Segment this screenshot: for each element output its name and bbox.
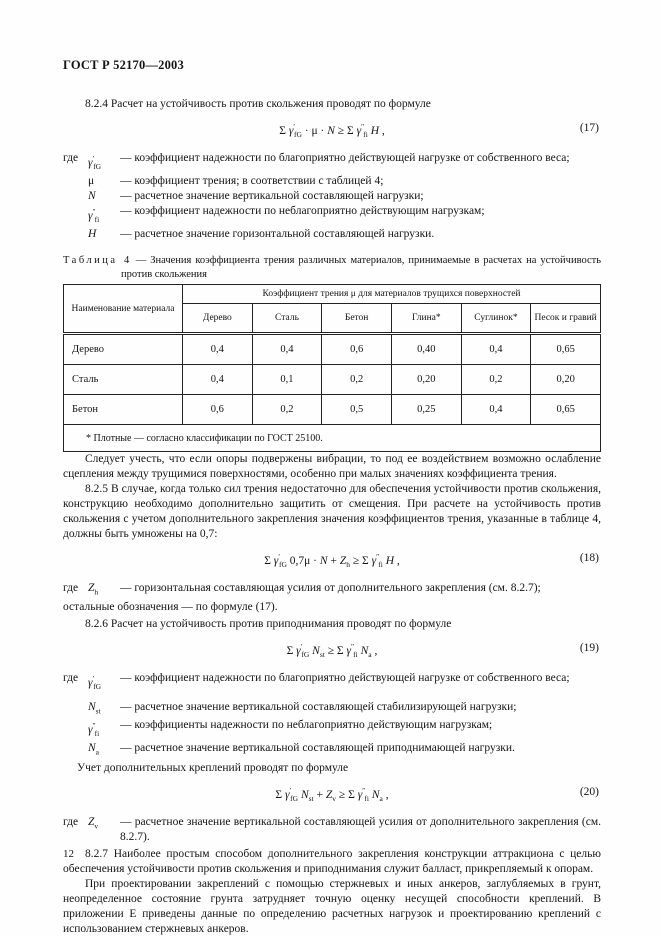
paragraph-8-2-4: 8.2.4 Расчет на устойчивость против скольжения проводят по формуле [85, 98, 431, 110]
definition-lead: где [63, 152, 79, 164]
definition-lead: где [63, 582, 79, 595]
document-header: ГОСТ Р 52170—2003 [63, 58, 184, 72]
definition-lead [63, 700, 88, 718]
formula-19-number: (19) [579, 641, 599, 654]
definition-description: — горизонтальная составляющая усилия от дополнительного закрепления (см. 8.2.7); [120, 582, 541, 595]
friction-value-cell: 0,6 [322, 334, 392, 365]
formula-17 [63, 122, 601, 142]
formula-17-number: (17) [579, 122, 599, 134]
definition-item: остальные обозначения — по формуле (17). [63, 600, 278, 613]
definition-lead: где [63, 816, 79, 829]
definition-symbol: μ [88, 175, 95, 188]
material-name-cell: Дерево [64, 334, 183, 365]
definition-item [63, 204, 601, 227]
paragraph-anchors: При проектировании закреплений с помощью стержневых и иных анкеров, заглубляемых в грунт, неопределенное состояние грунта затрудняет точную оценку несущей способности креплений. В приложении Е приведены данные по определению расчетных нагрузок и проектированию креплений с использованием стержневых анкеров. [63, 878, 601, 936]
formula-20-expression: Σ $\gamma'_{fG}$ $N_{st} + Z_v \ge \Sigma$ $\gamma''_{fi}$ $N_a$ , [275, 786, 389, 804]
page-content [63, 58, 601, 936]
page-number: 12 [63, 848, 74, 860]
column-header-friction-span: Коэффициент трения μ для материалов трущихся поверхностей [183, 285, 601, 304]
formula-19 [63, 642, 601, 662]
table-caption-label: Таблица 4 [63, 255, 132, 267]
formula-20-number: (20) [579, 786, 599, 799]
definition-item [63, 151, 601, 174]
friction-value-cell: 0,2 [252, 395, 322, 425]
definition-symbol: $N_{st}$ [88, 700, 101, 715]
definition-symbol: N [88, 190, 96, 203]
formula-20 [63, 786, 601, 806]
friction-value-cell: 0,4 [183, 334, 253, 365]
definition-description: — расчетное значение вертикальной составляющей стабилизирующей нагрузки; [120, 700, 517, 713]
table-caption [63, 254, 601, 281]
table-footnote: * Плотные — согласно классификации по ГОСТ 25100. [64, 425, 601, 452]
definition-symbol: $\gamma''_{fi}$ [88, 720, 100, 739]
definition-lead: где [63, 671, 79, 684]
formula-18 [63, 552, 601, 572]
material-name-cell: Сталь [64, 365, 183, 395]
table-row [64, 365, 601, 395]
formula-17-expression: Σ $\gamma'_{fG} \cdot \mu \cdot N \ge \Sigma$ $\gamma''_{fi}$ H , [279, 122, 385, 140]
friction-value-cell: 0,20 [391, 365, 461, 395]
friction-value-cell: 0,4 [461, 334, 531, 365]
definition-lead [63, 718, 88, 741]
definitions-list-20 [63, 815, 601, 845]
definitions-list-18 [63, 581, 601, 614]
column-subheader: Суглинок* [461, 304, 531, 334]
definition-description: — коэффициент трения; в соответствии с таблицей 4; [120, 175, 384, 188]
definition-item [63, 815, 601, 845]
paragraph-8-2-6: 8.2.6 Расчет на устойчивость против приподнимания проводят по формуле [85, 617, 452, 630]
column-header-material: Наименование материала [64, 285, 183, 334]
definition-lead [63, 741, 88, 759]
friction-value-cell: 0,4 [183, 365, 253, 395]
friction-value-cell: 0,2 [461, 365, 531, 395]
definition-item [63, 227, 601, 242]
column-subheader: Бетон [322, 304, 392, 334]
definition-item [63, 581, 601, 599]
definition-item [63, 741, 601, 759]
column-subheader: Песок и гравий [531, 304, 601, 334]
definition-description: — коэффициент надежности по неблагоприятно действующим нагрузкам; [120, 205, 485, 218]
definition-item [63, 671, 601, 694]
table-body [64, 334, 601, 425]
definition-description: — коэффициент надежности по благоприятно действующей нагрузке от собственного веса; [120, 152, 570, 164]
friction-value-cell: 0,4 [252, 334, 322, 365]
definition-lead [63, 174, 88, 189]
paragraph-additional-fastenings: Учет дополнительных креплений проводят по формуле [77, 762, 349, 775]
friction-value-cell: 0,5 [322, 395, 392, 425]
friction-value-cell: 0,40 [391, 334, 461, 365]
definition-lead [63, 227, 88, 242]
definition-description: — коэффициент надежности по благоприятно действующей нагрузке от собственного веса; [120, 671, 570, 684]
friction-value-cell: 0,65 [531, 334, 601, 365]
table-header-row [64, 285, 601, 304]
definition-item [63, 718, 601, 741]
column-subheader: Глина* [391, 304, 461, 334]
definition-lead [63, 204, 88, 227]
table-caption-text: — Значения коэффициента трения различных материалов, принимаемые в расчетах на устойчивость против скольжения [121, 255, 602, 280]
definition-description: — расчетное значение вертикальной составляющей нагрузки; [120, 190, 424, 203]
friction-coefficients-table [63, 284, 601, 452]
column-subheader: Сталь [252, 304, 322, 334]
definition-symbol: $Z_v$ [88, 816, 99, 831]
definition-description: — расчетное значение вертикальной составляющей усилия от дополнительного закрепления (см. 8.2.7). [120, 816, 601, 844]
friction-value-cell: 0,25 [391, 395, 461, 425]
definition-description: — расчетное значение горизонтальной составляющей нагрузки. [120, 228, 435, 241]
formula-18-expression: Σ $\gamma'_{fG}$ $0,7\mu \cdot N + Z_h \ge \Sigma$ $\gamma''_{fi}$ H , [264, 552, 400, 570]
material-name-cell: Бетон [64, 395, 183, 425]
definition-item [63, 189, 601, 204]
paragraph-vibration: Следует учесть, что если опоры подвержены вибрации, то под ее воздействием возможно ослабление сцепления между трущимися поверхностями, особенно при малых значениях коэффициента трения. [63, 453, 601, 481]
definition-lead [63, 189, 88, 204]
definition-description: — коэффициенты надежности по неблагоприятно действующим нагрузкам; [120, 718, 493, 731]
table-row [64, 334, 601, 365]
definition-description: — расчетное значение вертикальной составляющей приподнимающей нагрузки. [120, 742, 515, 755]
friction-value-cell: 0,65 [531, 395, 601, 425]
definition-symbol: $\gamma'_{fG}$ [88, 673, 102, 691]
definition-symbol: $\gamma''_{fi}$ [88, 207, 100, 225]
formula-19-expression: Σ $\gamma'_{fG}$ $N_{st} \ge \Sigma$ $\gamma''_{fi}$ $N_a$ , [286, 641, 378, 659]
definition-item [63, 174, 601, 189]
definition-symbol: $\gamma'_{fG}$ [88, 154, 102, 172]
definition-symbol: $Z_h$ [88, 582, 99, 597]
definitions-list-17 [63, 151, 601, 242]
friction-value-cell: 0,20 [531, 365, 601, 395]
paragraph-8-2-5: 8.2.5 В случае, когда только сил трения недостаточно для обеспечения устойчивости против скольжения, конструкцию необходимо дополнительно защитить от смещения. При расчете на устойчивость против скольжения с учетом дополнительного закрепления значения коэффициентов трения, указанные в таблице 4, должны быть умножены на 0,7: [63, 483, 601, 541]
friction-value-cell: 0,4 [461, 395, 531, 425]
friction-value-cell: 0,6 [183, 395, 253, 425]
definition-item [63, 700, 601, 718]
formula-18-number: (18) [579, 552, 599, 565]
table-footnote-row [64, 425, 601, 452]
paragraph-8-2-7: 8.2.7 Наиболее простым способом дополнительного закрепления конструкции аттракциона с целью обеспечения устойчивости против скольжения и приподнимания служит балласт, прикрепляемый к опорам. [63, 848, 601, 876]
friction-value-cell: 0,2 [322, 365, 392, 395]
definitions-list-19 [63, 671, 601, 760]
friction-value-cell: 0,1 [252, 365, 322, 395]
table-row [64, 395, 601, 425]
definition-symbol: $N_a$ [88, 742, 100, 757]
column-subheader: Дерево [183, 304, 253, 334]
definition-symbol: H [88, 228, 97, 241]
